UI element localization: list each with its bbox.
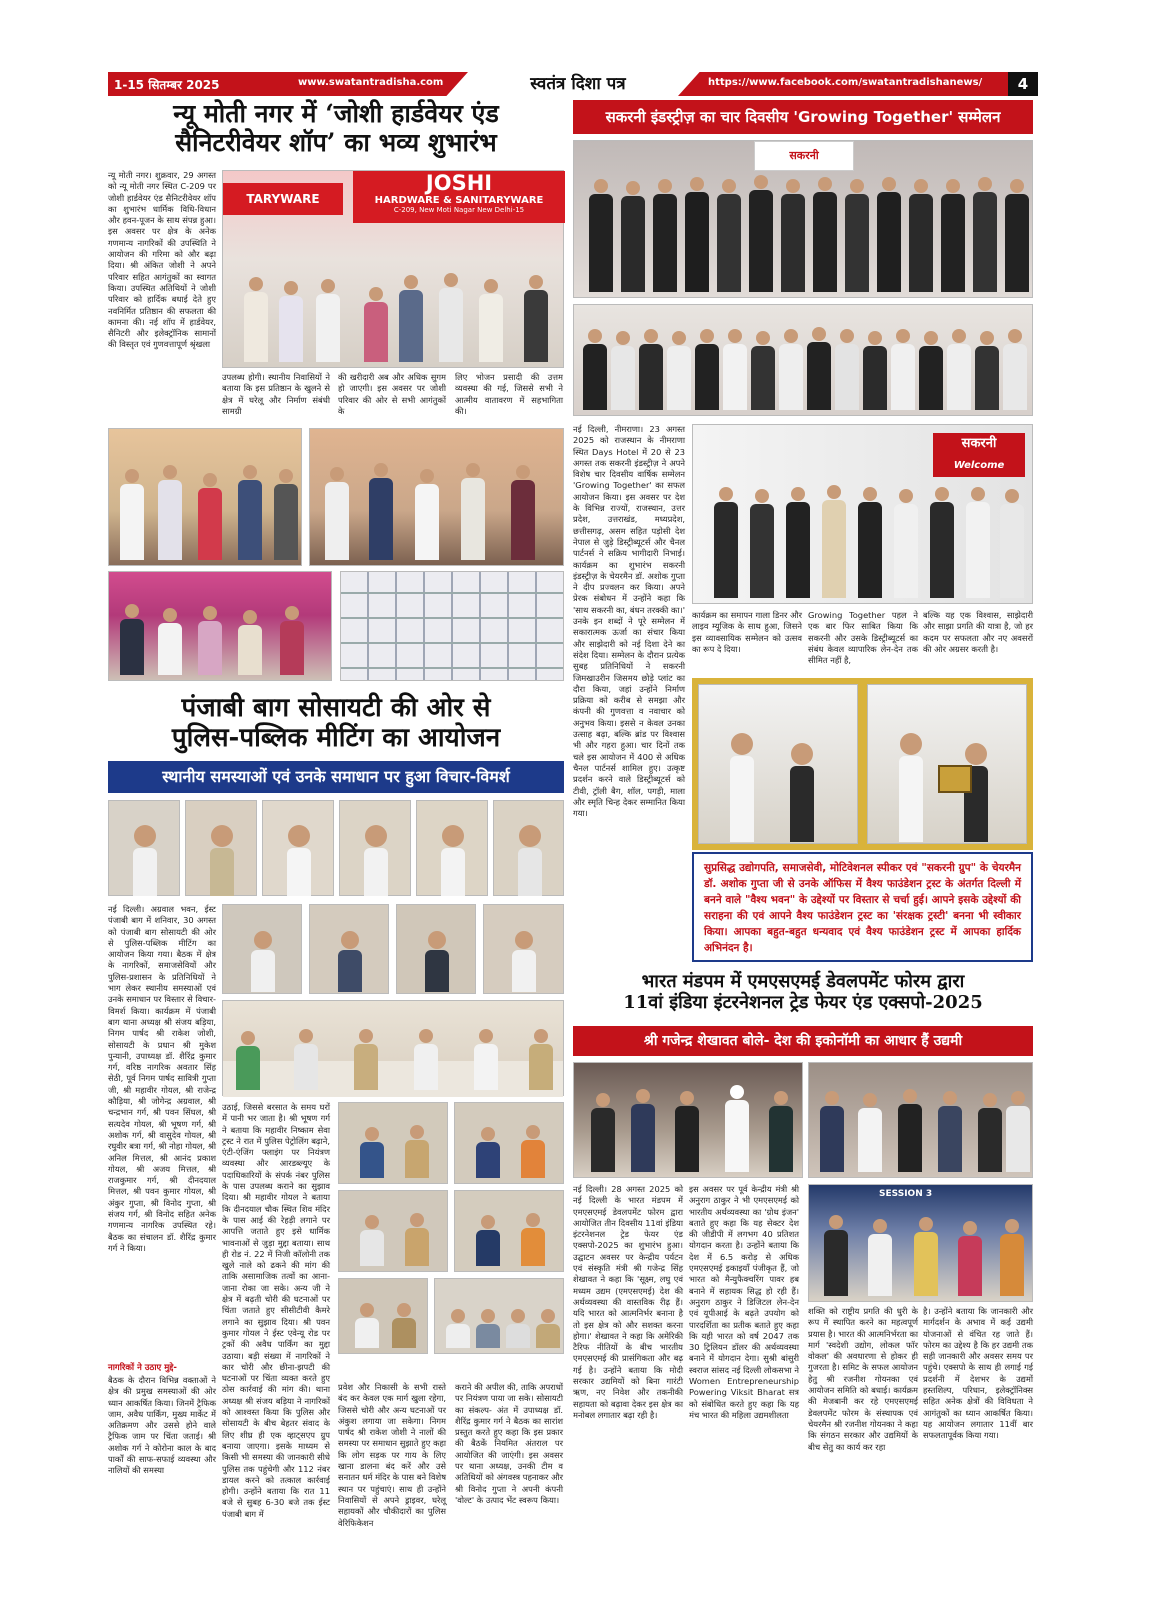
punjabi-headline-line2: पुलिस-पब्लिक मीटिंग का आयोजन xyxy=(171,722,501,753)
speaker-2 xyxy=(309,904,389,994)
bharat-body-col3: शक्ति को राष्ट्रीय प्रगति की धुरी के रूप में स्थापित करने का महत्वपूर्ण प्रयास है। भारत की आत्मनिर्भरता का मार्ग 'स्वदेशी उद्योग, लोकल फॉर वोकल' की अवधारणा से होकर ही गुजरता है। समिट के सफल आयोजन हेतु श्री रजनीश गोयनका एवं आयोजन समिति को बधाई। कार्यक्रम की मेजबानी कर रहे एमएसएमई डेवलपमेंट फोरम के संस्थापक एवं चेयरमैन श्री रजनीश गोयनका ने कहा कि संगठन सरकार और उद्यमियों के बीच सेतु का कार्य कर रहा xyxy=(808,1306,918,1452)
bharat-lamp-photo xyxy=(573,1062,803,1178)
joshi-body-col1: न्यू मोती नगर। शुक्रवार, 29 अगस्त को न्यू मोती नगर स्थित C-209 पर जोशी हार्डवेयर एंड सैनिटरीवेयर शॉप का शुभारंभ धार्मिक विधि-विधान और हवन-पूजन के साथ संपन्न हुआ। इस अवसर पर क्षेत्र के अनेक गणमान्य नागरिकों की उपस्थिति ने आयोजन की गरिमा को और बढ़ा दिया। श्री अंकित जोशी ने अपने परिवार सहित आगंतुकों का स्वागत किया। उपस्थित अतिथियों ने जोशी परिवार को हार्दिक बधाई देते हुए नवनिर्मित प्रतिष्ठान की सफलता की कामना की। नई शॉप में हार्डवेयर, सैनिटरी और इलेक्ट्रॉनिक सामानों की विस्तृत एवं गुणवत्तापूर्ण श्रृंखला xyxy=(108,170,216,350)
shop-sign-sub: HARDWARE & SANITARYWARE xyxy=(374,195,544,206)
joshi-photo-4 xyxy=(108,571,332,681)
punjabi-body-col3: प्रवेश और निकासी के सभी रास्ते बंद कर केवल एक मार्ग खुला रहेगा, जिससे चोरी और अन्य घटनाओं पर अंकुश लगाया जा सकेगा। निगम पार्षद श्री राकेश जोशी ने नालों की समस्या पर समाधान सुझाते हुए कहा कि लोग सड़क पर गाय के लिए खाना डालना बंद करें और उसे सनातन धर्म मंदिर के पास बने विशेष स्थान पर पहुंचाएं। साथ ही उन्होंने निवासियों से अपने ड्राइवर, घरेलू सहायकों और चौकीदारों का पुलिस वेरिफिकेशन xyxy=(338,1382,446,1528)
joshi-headline xyxy=(108,100,564,158)
grid-photo-1 xyxy=(338,1102,448,1184)
sakarni-body-col3: Growing Together पहल ने एक बार फिर साबित किया कि सकरनी और उसके डिस्ट्रीब्यूटर्स का संबंध केवल व्यापारिक लेन-देन तक सीमित नहीं है, xyxy=(808,610,918,666)
punjabi-subhead2: नागरिकों ने उठाए मुद्दे- xyxy=(108,1363,177,1373)
portrait-6 xyxy=(493,800,564,896)
meeting-photo-2 xyxy=(867,684,1027,844)
meeting-photo-1 xyxy=(698,684,858,844)
bharat-headline-line2: 11वां इंडिया इंटरनेशनल ट्रेड फेयर एंड एक्सपो-2025 xyxy=(623,991,983,1013)
bharat-body-col4: है। उन्होंने बताया कि जानकारी और मार्गदर्शन के अभाव में कई उद्यमी योजनाओं से वंचित रह जाते हैं। फोरम का उद्देश्य है कि हर उद्यमी तक सही जानकारी और अवसर समय पर पहुंचे। एक्सपो के साथ ही लगाई गई प्रदर्शनी में देशभर के उद्यमों हस्तशिल्प, परिधान, इलेक्ट्रॉनिक्स सहित अनेक क्षेत्रों की विविधता ने आगंतुकों का ध्यान आकर्षित किया। यह आयोजन लगातार 11वीं बार सफलतापूर्वक किया गया। xyxy=(923,1306,1033,1441)
punjabi-photo-grid xyxy=(338,1102,564,1382)
issue-date: 1-15 सितम्बर 2025 xyxy=(114,78,220,92)
sakarni-group-photo-1 xyxy=(573,140,1033,298)
punjabi-body-col2: उठाई, जिससे बरसात के समय घरों में पानी भर जाता है। श्री भूषण गर्ग ने बताया कि महावीर निष्काम सेवा ट्रस्ट ने रात में पुलिस पेट्रोलिंग बढ़ाने, एंटी-एंजिंग फ्लाइंग पर नियंत्रण व्यवस्था और आरडब्ल्यूए के पदाधिकारियों के संपर्क नंबर पुलिस के पास उपलब्ध कराने का सुझाव दिया। श्री महावीर गोयल ने बताया कि दीनदयाल चौक स्थित शिव मंदिर के पास आई की रेहड़ी लगाने पर आपत्ति जताते हुए इसे धार्मिक भावनाओं से जुड़ा मुद्दा बताया। साथ ही रोड नं. 22 में निजी कॉलोनी तक खुले नाले को ढकने की मांग की ताकि असामाजिक तत्वों का आना-जाना रोका जा सके। अन्य जी ने क्षेत्र में बढ़ती चोरी की घटनाओं पर चिंता जताते हुए सीसीटीवी कैमरे लगाने का सुझाव दिया। श्री पवन कुमार गोयल ने ईस्ट एवेन्यू रोड पर ट्रकों की अवैध पार्किंग का मुद्दा उठाया। बड़ी संख्या में नागरिकों ने कार चोरी और छीना-झपटी की घटनाओं पर चिंता व्यक्त करते हुए ठोस कार्रवाई की मांग की। थाना अध्यक्ष श्री संजय बड़िया ने नागरिकों को आश्वस्त किया कि पुलिस और सोसायटी के बीच बेहतर संवाद के लिए शीघ्र ही एक व्हाट्सएप ग्रुप बनाया जाएगा। इसके माध्यम से किसी भी समस्या की जानकारी सीधे पुलिस तक पहुंचेगी और 112 नंबर डायल करने को तत्काल कार्रवाई होगी। उन्होंने बताया कि रात 11 बजे से सुबह 6-30 बजे तक ईस्ट पंजाबी बाग में xyxy=(222,1102,330,1519)
bharat-headline-line1: भारत मंडपम में एमएसएमई डेवलपमेंट फोरम द्वारा xyxy=(641,971,965,992)
session-screen-text: SESSION 3 xyxy=(879,1189,933,1199)
joshi-headline-line2: सैनिटरीवेयर शॉप’ का भव्य शुभारंभ xyxy=(175,127,497,157)
website-link[interactable]: www.swatantradisha.com xyxy=(298,77,444,88)
speaker-4 xyxy=(483,904,564,994)
joshi-shop-photo xyxy=(222,170,564,368)
grid-photo-5 xyxy=(338,1278,428,1354)
sakarni-banner-brand: सकरनी xyxy=(961,436,997,451)
joshi-body-col3: की खरीदारी अब और अधिक सुगम हो जाएगी। इस अवसर पर जोशी परिवार की ओर से सभी आगंतुकों के xyxy=(338,372,446,416)
portrait-1 xyxy=(108,800,180,896)
punjabi-speaker-row xyxy=(222,904,564,994)
sakarni-meeting-frame xyxy=(692,678,1033,850)
sakarni-body-col1: नई दिल्ली, नीमराणा। 23 अगस्त 2025 को राजस्थान के नीमराणा स्थित Days Hotel में 20 से 23 अगस्त तक सकरनी इंडस्ट्रीज़ ने अपने विशेष चार दिवसीय वार्षिक सम्मेलन 'Growing Together' का सफल आयोजन किया। इस अवसर पर देश के विभिन्न राज्यों, राजस्थान, उत्तर प्रदेश, उत्तराखंड, मध्यप्रदेश, छत्तीसगढ़, असम सहित पड़ोसी देश नेपाल से जुड़े डिस्ट्रीब्यूटर्स और चैनल पार्टनर्स ने सक्रिय भागीदारी निभाई। कार्यक्रम का शुभारंभ सकरनी इंडस्ट्रीज़ के चेयरमैन डॉ. अशोक गुप्ता ने दीप प्रज्वलन कर किया। अपने प्रेरक संबोधन में उन्होंने कहा कि 'साथ सकरनी का, बंधन तरक्की का।' उनके इन शब्दों ने पूरे सम्मेलन में सकारात्मक ऊर्जा का संचार किया और साझेदारी को नई दिशा देने का संदेश दिया। सम्मेलन के दौरान प्रत्येक सुबह प्रतिनिधियों ने सकरनी जिमखाउरीन जिसमय छोड़े प्लांट का दौरा किया, जहां उन्होंने निर्माण प्रक्रिया को करीब से समझा और कंपनी की गुणवत्ता व नवाचार को अनुभव किया। इससे न केवल उनका उत्साह बढ़ा, बल्कि ब्रांड पर विश्वास भी और गहरा हुआ। चार दिनों तक चले इस आयोजन में 400 से अधिक चैनल पार्टनर्स शामिल हुए। उत्कृष्ट प्रदर्शन करने वाले डिस्ट्रीब्यूटर्स को टीवी, ट्रॉली बैग, शॉल, पगड़ी, माला और स्मृति चिन्ह देकर सम्मानित किया गया। xyxy=(573,424,685,819)
bharat-headline xyxy=(573,972,1033,1013)
grid-photo-2 xyxy=(454,1102,564,1184)
punjabi-dais-photo xyxy=(222,1000,564,1096)
sakarni-banner-welcome: Welcome xyxy=(953,460,1005,471)
punjabi-subheadline: स्थानीय समस्याओं एवं उनके समाधान पर हुआ विचार-विमर्श xyxy=(108,761,564,793)
punjabi-headline xyxy=(108,694,564,754)
portrait-3 xyxy=(262,800,334,896)
portrait-2 xyxy=(185,800,257,896)
sakarni-stage-logo: सकरनी xyxy=(754,141,854,171)
joshi-body-col4: लिए भोजन प्रसादी की उत्तम व्यवस्था की गई, जिससे सभी ने आत्मीय वातावरण में सहभागिता की। xyxy=(455,372,563,416)
punjabi-headline-line1: पंजाबी बाग सोसायटी की ओर से xyxy=(181,693,491,723)
grid-photo-3 xyxy=(338,1190,448,1272)
sakarni-award-photo xyxy=(692,424,1033,604)
bharat-body-col2: इस अवसर पर पूर्व केन्द्रीय मंत्री श्री अनुराग ठाकुर ने भी एमएसएमई को भारतीय अर्थव्यवस्था का 'ग्रोथ इंजन' बताते हुए कहा कि यह सेक्टर देश की जीडीपी में लगभग 40 प्रतिशत योगदान करता है। उन्होंने बताया कि देश में 6.5 करोड़ से अधिक एमएसएमई इकाइयाँ पंजीकृत हैं, जो भारत को मैन्युफैक्चरिंग पावर हब बनाने में सहायक सिद्ध हो रही हैं। अनुराग ठाकुर ने डिजिटल लेन-देन एवं यूपीआई के बढ़ते उपयोग को पारदर्शिता का प्रतीक बताते हुए कहा कि यही भारत को वर्ष 2047 तक 30 ट्रिलियन डॉलर की अर्थव्यवस्था बनाने में योगदान देगा। सुश्री बांसुरी स्वराज सांसद नई दिल्ली लोकसभा ने Women Entrepreneurship Powering Viksit Bharat सत्र को संबोधित करते हुए कहा कि यह मंच भारत की महिला उद्यमशीलता xyxy=(689,1184,799,1420)
bharat-subheadline: श्री गजेन्द्र शेखावत बोले- देश की इकोनॉमी का आधार हैं उद्यमी xyxy=(573,1026,1033,1056)
joshi-shelves-photo xyxy=(340,571,564,681)
joshi-headline-line1: न्यू मोती नगर में ‘जोशी हार्डवेयर एंड xyxy=(173,99,499,128)
shop-sign-left: TARYWARE xyxy=(223,183,343,215)
sakarni-group-photo-2 xyxy=(573,304,1033,416)
bharat-award-photo xyxy=(808,1184,1033,1302)
portrait-5 xyxy=(416,800,488,896)
grid-photo-6 xyxy=(434,1278,564,1354)
portrait-4 xyxy=(339,800,411,896)
page-header xyxy=(108,72,1038,96)
sakarni-body-col4: बल्कि यह एक विश्वास, साझेदारी और साझा प्रगति की यात्रा है, जो हर कदम पर सफलता और नए अवसरों की ओर अग्रसर करती है। xyxy=(923,610,1033,654)
punjabi-portrait-row xyxy=(108,800,564,896)
shop-signboard xyxy=(353,171,565,223)
joshi-photo-2 xyxy=(108,428,302,566)
speaker-3 xyxy=(396,904,476,994)
shop-sign-main: JOSHI xyxy=(425,171,493,195)
sakarni-banner xyxy=(933,433,1025,477)
sakarni-photo-caption: सुप्रसिद्ध उद्योगपति, समाजसेवी, मोटिवेशनल स्पीकर एवं "सकरनी ग्रुप" के चेयरमैन डॉ. अशोक गुप्ता जी से उनके ऑफिस में वैश्य फाउंडेशन ट्रस्ट के अंतर्गत दिल्ली में बनने वाले "वैश्य भवन" के उद्देश्यों पर विस्तार से चर्चा हुई। आपने इसके उद्देश्यों की सराहना की एवं आपने वैश्य फाउंडेशन ट्रस्ट का 'संरक्षक ट्रस्टी' बनना भी स्वीकार किया। आपका बहुत-बहुत धन्यवाद एवं वैश्य फाउंडेशन ट्रस्ट में आपका हार्दिक अभिनंदन है। xyxy=(692,852,1033,962)
shop-sign-address: C-209, New Moti Nagar New Delhi-15 xyxy=(393,206,525,214)
punjabi-body-col1: नई दिल्ली। अग्रवाल भवन, ईस्ट पंजाबी बाग में शनिवार, 30 अगस्त को पंजाबी बाग सोसायटी की ओर से पुलिस-पब्लिक मीटिंग का आयोजन किया गया। बैठक में क्षेत्र के नागरिकों, समाजसेवियों और पुलिस-प्रशासन के प्रतिनिधियों ने भाग लेकर स्थानीय समस्याओं एवं उनके समाधान पर विस्तार से विचार-विमर्श किया। कार्यक्रम में पंजाबी बाग थाना अध्यक्ष श्री संजय बड़िया, निगम पार्षद श्री राकेश जोशी, सोसायटी के प्रधान श्री मुकेश पुन्यानी, उपाध्यक्ष डॉ. शैरिंद्र कुमार गर्ग, वरिष्ठ नागरिक अवतार सिंह सेठी, पूर्व निगम पार्षद सावित्री गुप्ता जी, श्री महावीर गोयल, श्री राजेन्द्र कौड़िया, श्री जोगेन्द्र अग्रवाल, श्री चन्द्रभान गर्ग, श्री पवन सिंघल, श्री सत्यदेव गोयल, श्री भूषण गर्ग, श्री अशोक गर्ग, श्री वासुदेव गोयल, श्री रघुवीर बत्रा गर्ग, श्री नोहा गोयल, श्री अनिल मित्तल, श्री आनंद प्रकाश गोयल, श्री अजय मित्तल, श्री राजकुमार गर्ग, श्री दीनदयाल मित्तल, श्री पवन कुमार गोयल, श्री अंकुर गुप्ता, श्री विनोद गुप्ता, श्री संजय गर्ग, श्री विनोद सहित अनेक गणमान्य नागरिक उपस्थित रहे। बैठक का संचालन डॉ. शैरिंद्र कुमार गर्ग ने किया। xyxy=(108,904,216,1253)
bharat-delegates-photo xyxy=(808,1062,1033,1178)
page-number: 4 xyxy=(1008,72,1038,96)
sakarni-body-col2: कार्यक्रम का समापन गाला डिनर और लाइव म्यूजिक के साथ हुआ, जिसने इस व्यावसायिक सम्मेलन को उत्सव का रूप दे दिया। xyxy=(692,610,802,654)
masthead-title: स्वतंत्र दिशा पत्र xyxy=(530,74,626,94)
sakarni-headline: सकरनी इंडस्ट्रीज़ का चार दिवसीय 'Growing Together' सम्मेलन xyxy=(573,100,1033,134)
joshi-body-col2: उपलब्ध होगी। स्थानीय निवासियों ने बताया कि इस प्रतिष्ठान के खुलने से क्षेत्र में घरेलू और निर्माण संबंधी सामग्री xyxy=(222,372,330,416)
joshi-photo-3 xyxy=(309,428,564,566)
speaker-1 xyxy=(222,904,302,994)
punjabi-body-col4: कराने की अपील की, ताकि अपराधों पर नियंत्रण पाया जा सके। सोसायटी का संकल्प- अंत में उपाध्यक्ष डॉ. शैरिंद्र कुमार गर्ग ने बैठक का सारांश प्रस्तुत करते हुए कहा कि इस प्रकार की बैठकें नियमित अंतराल पर आयोजित की जाएंगी। इस अवसर पर थाना अध्यक्ष, उनकी टीम व अतिथियों को अंगवस्त्र पहनाकर और श्री विनोद गुप्ता ने अपनी कंपनी 'वोल्ट' के उत्पाद भेंट स्वरूप किया। xyxy=(455,1382,563,1505)
facebook-link[interactable]: https://www.facebook.com/swatantradishanews/ xyxy=(708,77,983,88)
punjabi-body-col1b: बैठक के दौरान विभिन्न वक्ताओं ने क्षेत्र की प्रमुख समस्याओं की ओर ध्यान आकर्षित किया। जिनमें ट्रैफिक जाम, अवैध पार्किंग, मुख्य मार्केट में अतिक्रमण और उससे होने वाले ट्रैफिक जाम पर चिंता जताई। श्री अशोक गर्ग ने कोरोना काल के बाद पार्कों की साफ-सफाई व्यवस्था और नालियों की समस्या xyxy=(108,1375,216,1476)
grid-photo-4 xyxy=(454,1190,564,1272)
bharat-body-col1: नई दिल्ली। 28 अगस्त 2025 को नई दिल्ली के भारत मंडपम में एमएसएमई डेवलपमेंट फोरम द्वारा आयोजित तीन दिवसीय 11वां इंडिया इंटरनेशनल ट्रेड फेयर एंड एक्सपो-2025 का शुभारंभ हुआ। उद्घाटन अवसर पर केन्द्रीय पर्यटन एवं संस्कृति मंत्री श्री गजेन्द्र सिंह शेखावत ने कहा कि 'सूक्ष्म, लघु एवं मध्यम उद्यम (एमएसएमई) देश की अर्थव्यवस्था की वास्तविक रीढ़ हैं। यदि भारत को आत्मनिर्भर बनाना है तो इस क्षेत्र को और सशक्त करना होगा।' शेखावत ने कहा कि अमेरिकी टैरिफ नीतियों के बीच भारतीय एमएसएमई की प्रासंगिकता और बढ़ गई है। उन्होंने बताया कि मोदी सरकार उद्यमियों को बिना गारंटी ऋण, नए निवेश और तकनीकी सहायता को बढ़ावा देकर इस क्षेत्र का मनोबल लगातार बढ़ा रही है। xyxy=(573,1184,683,1420)
